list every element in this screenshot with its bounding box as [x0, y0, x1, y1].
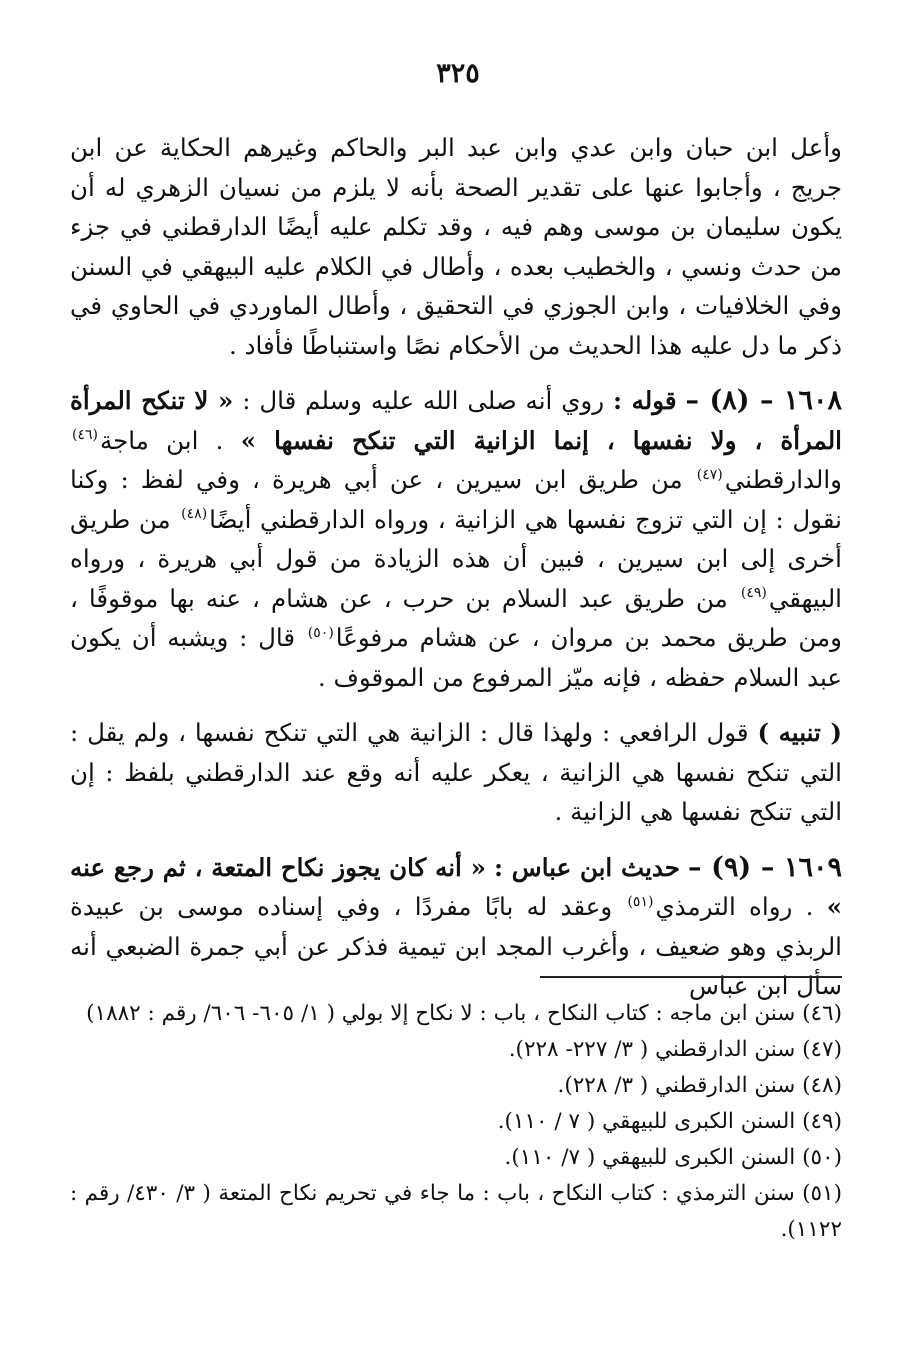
footnote-ref: (٤٨) [181, 506, 208, 523]
page-number: ٣٢٥ [436, 58, 480, 89]
paragraph-hadith-1608 [70, 381, 842, 697]
hadith-number: ١٦٠٩ – (٩) – [687, 851, 842, 883]
text-segment: وعقد له بابًا مفردًا ، وفي إسناده موسى بن عبيدة الربذي وهو ضعيف ، وأغرب المجد ابن تيمية فذكر عن أبي جمرة الضبعي أنه سأل ابن عباس [70, 892, 842, 1000]
note-text: قول الرافعي : ولهذا قال : الزانية هي التي تنكح نفسها ، ولم يقل : التي تنكح نفسها هي الزانية ، يعكر عليه أنه وقع عند الدارقطني بلفظ : إن التي تنكح نفسها هي الزانية . [70, 718, 842, 826]
main-text [70, 128, 842, 1006]
footnote-46: (٤٦) سنن ابن ماجه : كتاب النكاح ، باب : لا نكاح إلا بولي ( ١/ ٦٠٥- ٦٠٦/ رقم : ١٨٨٢) [86, 1001, 842, 1026]
hadith-intro: روي أنه صلى الله عليه وسلم قال : [242, 386, 605, 415]
text-segment: قال : ويشبه أن يكون عبد السلام حفظه ، فإنه ميّز المرفوع من الموقوف . [70, 623, 842, 692]
footnote-ref: (٥١) [627, 893, 654, 910]
footnote-47: (٤٧) سنن الدارقطني ( ٣/ ٢٢٧- ٢٢٨). [508, 1037, 842, 1062]
hadith-number: ١٦٠٨ – (٨) – [685, 385, 843, 416]
text-segment: . ابن ماجة [99, 425, 224, 455]
footnote-ref: (٤٧) [696, 466, 723, 483]
text-segment: . رواه الترمذي [655, 892, 814, 921]
text-segment: والدارقطني [724, 465, 842, 494]
note-label: ( تنبيه ) [757, 718, 842, 747]
paragraph-hadith-1609 [70, 848, 842, 1006]
paragraph-note [70, 713, 842, 832]
hadith-lead: حديث ابن عباس : [493, 852, 680, 882]
footnote-48: (٤٨) سنن الدارقطني ( ٣/ ٢٢٨). [557, 1073, 842, 1098]
footnote-ref: (٥٠) [307, 624, 334, 641]
hadith-label: قوله : [612, 386, 677, 415]
hadith-quote: « لا تنكح المرأة المرأة ، ولا نفسها ، إنما الزانية التي تنكح نفسها » [70, 386, 842, 455]
footnote-51: (٥١) سنن الترمذي : كتاب النكاح ، باب : ما جاء في تحريم نكاح المتعة ( ٣/ ٤٣٠/ رقم : ١١٢٢). [70, 1181, 842, 1242]
text-segment: من طريق عبد السلام بن حرب ، عن هشام ، عنه بها موقوفًا ، ومن طريق محمد بن مروان ، عن هشام مرفوعًا [70, 583, 842, 652]
text-segment: من طريق ابن سيرين ، عن أبي هريرة ، وفي لفظ : وكنا نقول : إن التي تزوج نفسها هي الزانية ، ورواه الدارقطني أيضًا [70, 465, 842, 534]
footnote-ref: (٤٩) [740, 585, 767, 602]
footnote-ref: (٤٦) [72, 427, 98, 444]
footnote-separator [540, 976, 842, 978]
hadith-quote: « أنه كان يجوز نكاح المتعة ، ثم رجع عنه » [70, 852, 843, 921]
text-segment: من طريق أخرى إلى ابن سيرين ، فبين أن هذه الزيادة من قول أبي هريرة ، ورواه البيهقي [70, 504, 842, 613]
footnote-49: (٤٩) السنن الكبرى للبيهقي ( ٧ / ١١٠). [497, 1109, 842, 1134]
footnotes [70, 996, 842, 1248]
footnote-50: (٥٠) السنن الكبرى للبيهقي ( ٧/ ١١٠). [504, 1145, 842, 1170]
paragraph-1: وأعل ابن حبان وابن عدي وابن عبد البر والحاكم وغيرهم الحكاية عن ابن جريج ، وأجابوا عنها على تقدير الصحة بأنه لا يلزم من نسيان الزهري له أن يكون سليمان بن موسى وهم فيه ، وقد تكلم عليه أيضًا الدارقطني في جزء من حدث ونسي ، والخطيب بعده ، وأطال في الكلام عليه البيهقي في السنن وفي الخلافيات ، وابن الجوزي في التحقيق ، وأطال الماوردي في الحاوي في ذكر ما دل عليه هذا الحديث من الأحكام نصًا واستنباطًا فأفاد . [70, 133, 842, 360]
